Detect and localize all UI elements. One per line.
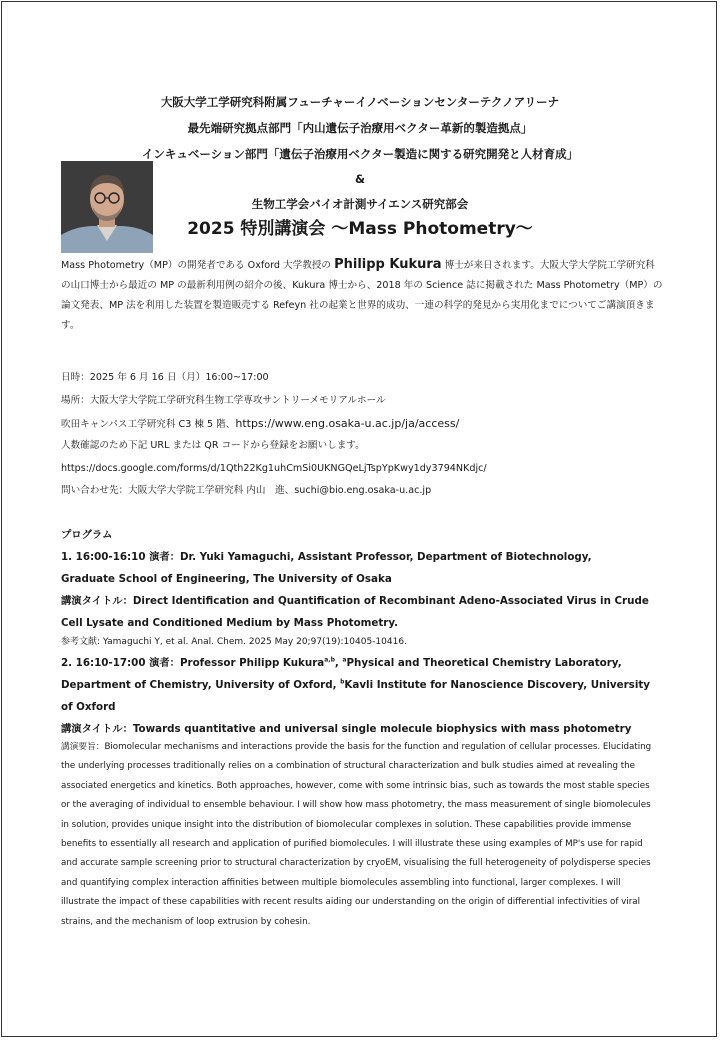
contact-info: 問い合わせ先：大阪大学大学院工学研究科 内山 進、suchi@bio.eng.osaka-u.ac.jp [61,485,432,496]
event-title: 2025 特別講演会 ～Mass Photometry～ [187,219,533,239]
speaker-name: Philipp Kukura [334,257,442,272]
talk2-speaker-line3: of Oxford [61,701,116,713]
talk2-title-text: Towards quantitative and universal single molecule biophysics with mass photometry [132,723,632,735]
talk1-title-label: 講演タイトル： [61,595,133,607]
talk1-title-line1 [61,590,661,612]
talk1-speaker-line2: Graduate School of Engineering, The University of Osaka [61,573,392,585]
affil-sup-ab: a,b [324,656,335,664]
talk1-reference: 参考文献: Yamaguchi Y, et al. Anal. Chem. 2025 May 20;97(19):10405-10416. [61,637,407,647]
program-heading: プログラム [61,529,113,541]
talk2-speaker-line1 [61,652,661,674]
talk1-speaker-line1: 1. 16:00-16:10 演者：Dr. Yuki Yamaguchi, Assistant Professor, Department of Biotechnology, [61,551,592,563]
flyer-page [1,1,717,1037]
abstract-label: 講演要旨： [61,742,105,752]
talk1-title-text: Direct Identification and Quantification of Recombinant Adeno-Associated Virus in Crude [132,595,649,607]
intro-paragraph [61,255,663,336]
talk2-speaker-line2 [61,674,661,696]
talk1-title-line2: Cell Lysate and Conditioned Medium by Mass Photometry. [61,617,399,629]
header-line-3: インキュベーション部門「遺伝子治療用ベクター製造に関する研究開発と人材育成」 [141,147,579,161]
affil-sup-a: a [342,656,347,664]
intro-text-before: Mass Photometry（MP）の開発者である Oxford 大学教授の [61,260,335,271]
talk2-title [61,718,661,740]
venue-detail-text: 吹田キャンパス工学研究科 C3 棟 5 階、 [61,419,236,430]
venue-detail [61,416,459,433]
affil-sup-b: b [340,678,345,686]
header-line-2: 最先端研究拠点部門「内山遺伝子治療用ベクター革新的製造拠点」 [187,121,533,135]
header-ampersand: & [354,172,366,186]
affil-a-cont: Department of Chemistry, University of Oxford, [61,679,341,691]
header-line-4: 生物工学会バイオ計測サイエンス研究部会 [251,197,469,211]
affil-separator: , [334,657,343,669]
registration-note: 人数確認のため下記 URL または QR コードから登録をお願いします。 [61,440,365,451]
talk2-speaker: 2. 16:10-17:00 演者：Professor Philipp Kukura [61,657,325,669]
registration-form-link[interactable]: https://docs.google.com/forms/d/1Qth22Kg1uhCmSi0UKNGQeLjTspYpKwy1dy3794NKdjc/ [61,463,487,474]
header-line-1: 大阪大学工学研究科附属フューチャーイノベーションセンターテクノアリーナ [160,95,560,109]
talk2-abstract [61,738,661,932]
affil-b: Kavli Institute for Nanoscience Discovery, University [344,679,650,691]
event-datetime: 日時：2025 年 6 月 16 日（月）16:00~17:00 [61,372,269,383]
abstract-text: Biomolecular mechanisms and interactions provide the basis for the function and regulation of cellular processes. Elucidating the underlying processes traditionally relies on a combination of structural characterization and bulk studies aimed at revealing the associated energetics and kinetics. Both approaches, however, come with some intrinsic bias, such as towards the most stable species or the averaging of individual to ensemble behaviour. I will show how mass photometry, the mass measurement of single biomolecules in solution, provides unique insight into the distribution of biomolecular complexes in solution. These capabilities provide immense benefits to essentially all research and application of purified biomolecules. I will illustrate these using examples of MP's use for rapid and accurate sample screening prior to structural characterization by cryoEM, visualising the full heterogeneity of polydisperse species and quantifying complex interaction affinities between multiple biomolecules assembling into functional, larger complexes. I will illustrate the impact of these capabilities with recent results aiding our understanding on the origin of differential infectivities of viral strains, and the mechanism of loop extrusion by cohesin. [61,742,652,927]
affil-a: Physical and Theoretical Chemistry Laboratory, [346,657,622,669]
talk2-title-label: 講演タイトル： [61,723,133,735]
intro-text-after: 博士が来日されます。大阪大学大学院工学研究科の山口博士から最近の MP の最新利用例の紹介の後、Kukura 博士から、2018 年の Science 誌に掲載された Mass Photometry（MP）の論文発表、MP 法を利用した装置を製造販売する Refeyn 社の起業と世界的成功、一連の科学的発見から実用化までについてご講演頂きます。 [61,260,663,331]
event-venue: 場所：大阪大学大学院工学研究科生物工学専攻サントリーメモリアルホール [61,395,386,406]
access-link[interactable]: https://www.eng.osaka-u.ac.jp/ja/access/ [235,417,460,430]
